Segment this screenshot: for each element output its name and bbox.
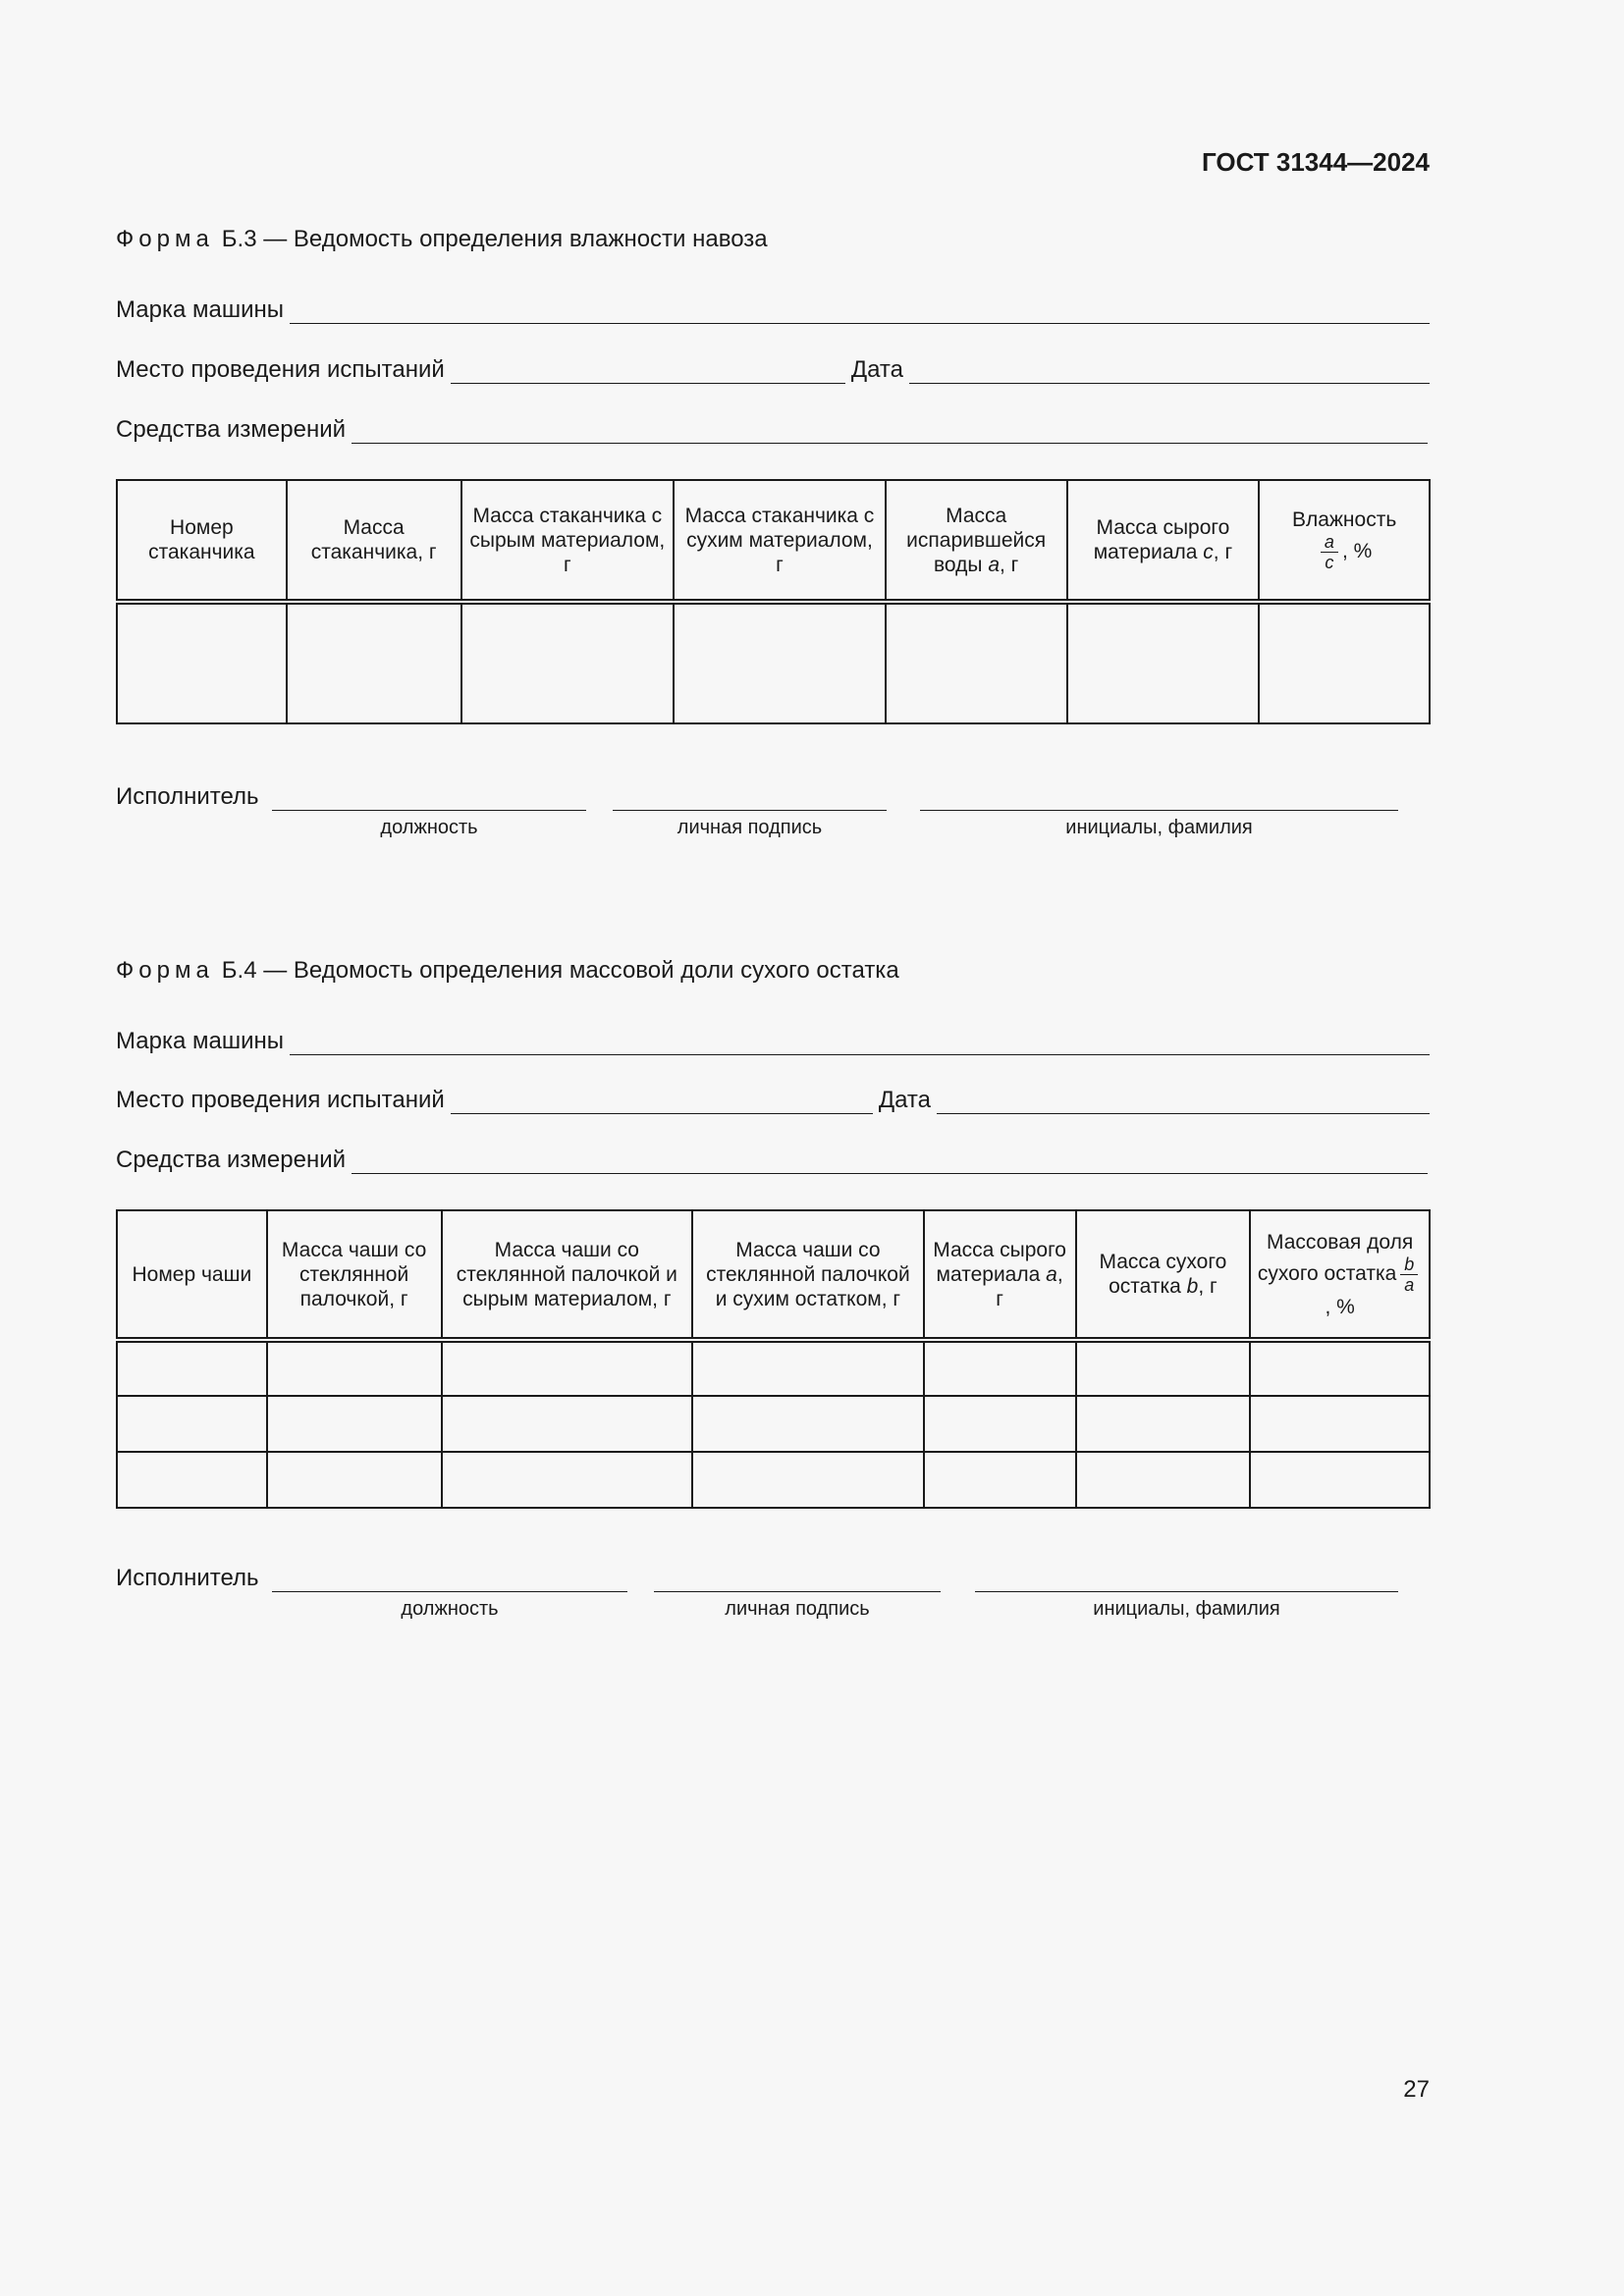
dry-fraction-fraction: $\frac{b}{a}$ (1400, 1255, 1418, 1295)
form-b3-signature-line[interactable] (613, 810, 887, 811)
table-cell[interactable] (117, 1340, 267, 1396)
table-cell[interactable] (1076, 1340, 1251, 1396)
form-b4-machine-label: Марка машины (116, 1028, 285, 1054)
form-b3-col-raw-mass: Масса сырого материала c, г (1067, 480, 1260, 602)
table-cell[interactable] (461, 602, 675, 723)
table-row (117, 1396, 1430, 1452)
form-b3-col-cup-dry-mass: Масса стаканчика с сухим материалом, г (674, 480, 886, 602)
table-cell[interactable] (442, 1452, 693, 1508)
moisture-fraction: $\frac{a}{c}$ (1321, 532, 1338, 572)
table-cell[interactable] (117, 602, 287, 723)
form-b3-machine-line[interactable] (290, 297, 1430, 324)
table-cell[interactable] (692, 1396, 924, 1452)
table-cell[interactable] (117, 1452, 267, 1508)
form-b3-name-line[interactable] (920, 810, 1398, 811)
table-row (117, 1452, 1430, 1508)
table-cell[interactable] (267, 1340, 442, 1396)
form-b3-title (116, 226, 768, 253)
form-b3-place-field (116, 350, 1430, 384)
form-b4-date-label: Дата (878, 1087, 931, 1113)
form-b3-date-line[interactable] (909, 357, 1430, 384)
form-b3-col-moisture: Влажность $\frac{a}{c}$ , % (1259, 480, 1430, 602)
table-cell[interactable] (924, 1452, 1076, 1508)
form-b3-performer-label: Исполнитель (116, 783, 259, 810)
form-b3-instruments-field (116, 410, 1428, 444)
form-b3-col-cup-number: Номер стаканчика (117, 480, 287, 602)
table-cell[interactable] (1067, 602, 1260, 723)
form-b4-signature-line[interactable] (654, 1591, 941, 1592)
form-b3-caption-name: инициалы, фамилия (1065, 817, 1253, 838)
form-b3-caption-position: должность (380, 817, 478, 838)
form-b4-place-line[interactable] (451, 1088, 873, 1114)
form-b4-col-raw-mass: Масса сырого материала a, г (924, 1210, 1076, 1340)
table-cell[interactable] (1250, 1340, 1430, 1396)
form-b4-form-word: Форма (116, 957, 214, 984)
form-b4-col-dry-fraction: Массовая доля сухого остатка $\frac{b}{a}$ , % (1250, 1210, 1430, 1340)
table-cell[interactable] (1250, 1452, 1430, 1508)
form-b4-name-line[interactable] (975, 1591, 1398, 1592)
form-b4-table (116, 1209, 1431, 1509)
table-cell[interactable] (267, 1452, 442, 1508)
table-row (117, 1340, 1430, 1396)
table-cell[interactable] (674, 602, 886, 723)
form-b3-col-water-mass: Масса испарившейся воды a, г (886, 480, 1067, 602)
form-b4-date-line[interactable] (937, 1088, 1430, 1114)
form-b4-col-bowl-dry-mass: Масса чаши со стеклянной палочкой и сухим остатком, г (692, 1210, 924, 1340)
table-cell[interactable] (1076, 1452, 1251, 1508)
form-b4-caption-name: инициалы, фамилия (1093, 1598, 1280, 1620)
form-b3-title-text: Б.3 — Ведомость определения влажности навоза (221, 226, 768, 252)
form-b4-machine-line[interactable] (290, 1029, 1430, 1055)
table-cell[interactable] (886, 602, 1067, 723)
table-cell[interactable] (1076, 1396, 1251, 1452)
table-cell[interactable] (1259, 602, 1430, 723)
form-b3-machine-label: Марка машины (116, 296, 285, 323)
form-b3-date-label: Дата (850, 356, 903, 383)
table-cell[interactable] (1250, 1396, 1430, 1452)
table-cell[interactable] (924, 1340, 1076, 1396)
table-cell[interactable] (692, 1340, 924, 1396)
document-code: ГОСТ 31344—2024 (1202, 147, 1430, 177)
table-cell[interactable] (267, 1396, 442, 1452)
form-b3-table (116, 479, 1431, 724)
form-b4-title-text: Б.4 — Ведомость определения массовой доли сухого остатка (221, 957, 899, 984)
form-b3-machine-field (116, 291, 1430, 324)
form-b3-place-line[interactable] (451, 357, 845, 384)
form-b4-instruments-label: Средства измерений (116, 1147, 347, 1173)
form-b4-title (116, 957, 899, 985)
form-b3-col-cup-wet-mass: Масса стаканчика с сырым материалом, г (461, 480, 675, 602)
table-row (117, 602, 1430, 723)
form-b4-position-line[interactable] (272, 1591, 627, 1592)
form-b4-col-bowl-wet-mass: Масса чаши со стеклянной палочкой и сырым материалом, г (442, 1210, 693, 1340)
form-b3-caption-signature: личная подпись (677, 817, 823, 838)
form-b4-performer-label: Исполнитель (116, 1565, 259, 1591)
form-b4-instruments-line[interactable] (352, 1148, 1428, 1174)
table-cell[interactable] (442, 1396, 693, 1452)
form-b3-position-line[interactable] (272, 810, 586, 811)
form-b3-instruments-line[interactable] (352, 417, 1428, 444)
form-b4-col-bowl-mass: Масса чаши со стеклянной палочкой, г (267, 1210, 442, 1340)
form-b4-instruments-field (116, 1141, 1428, 1174)
form-b4-place-field (116, 1081, 1430, 1114)
form-b3-place-label: Место проведения испытаний (116, 356, 445, 383)
form-b3-col-cup-mass: Масса стаканчика, г (287, 480, 461, 602)
form-b4-place-label: Место проведения испытаний (116, 1087, 445, 1113)
form-b4-col-bowl-number: Номер чаши (117, 1210, 267, 1340)
page-number: 27 (1403, 2076, 1430, 2103)
table-cell[interactable] (442, 1340, 693, 1396)
form-b4-machine-field (116, 1022, 1430, 1055)
form-b3-instruments-label: Средства измерений (116, 416, 347, 443)
table-cell[interactable] (287, 602, 461, 723)
table-cell[interactable] (117, 1396, 267, 1452)
table-cell[interactable] (692, 1452, 924, 1508)
form-b4-col-residue-mass: Масса сухого остатка b, г (1076, 1210, 1251, 1340)
form-b4-caption-position: должность (401, 1598, 499, 1620)
form-b3-form-word: Форма (116, 226, 214, 252)
form-b4-caption-signature: личная подпись (725, 1598, 870, 1620)
table-cell[interactable] (924, 1396, 1076, 1452)
